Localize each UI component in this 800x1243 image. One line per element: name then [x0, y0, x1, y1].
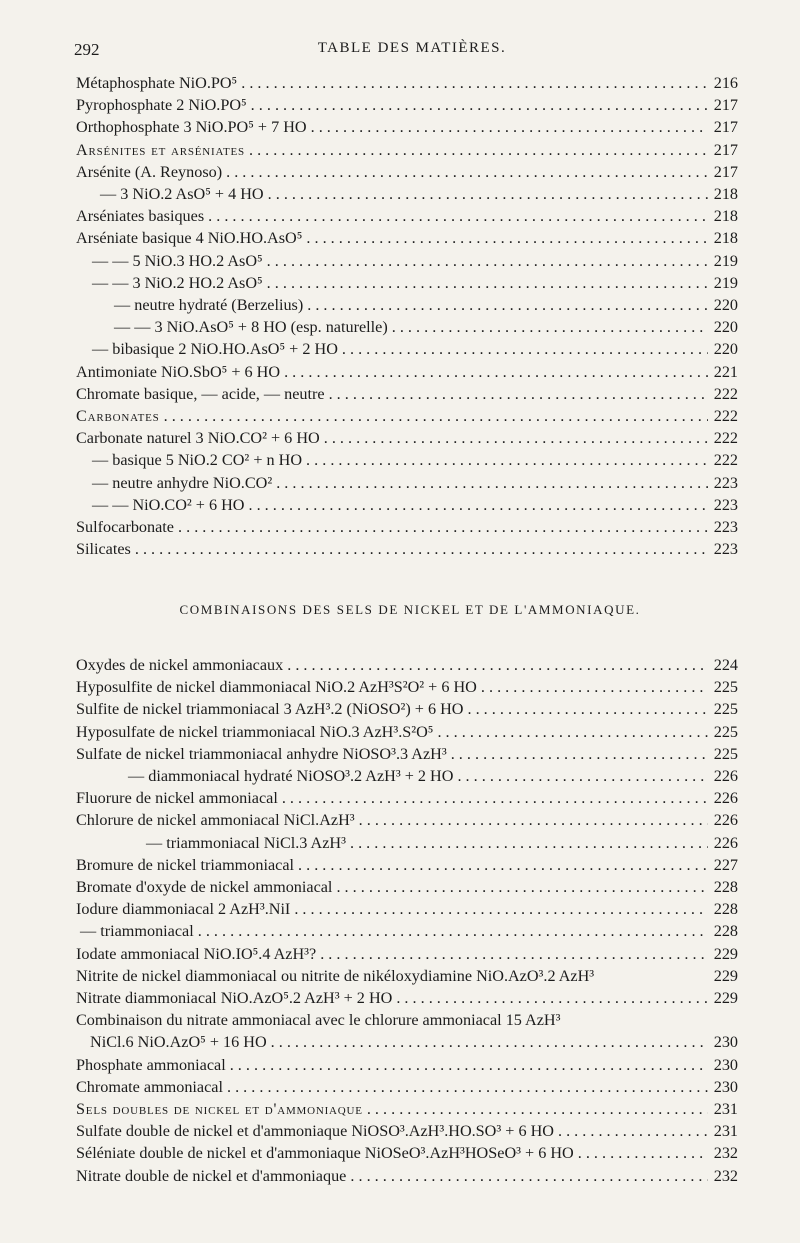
- toc-entry-page: 229: [713, 989, 738, 1008]
- dot-leader: [222, 161, 708, 183]
- toc-entry: [76, 943, 738, 965]
- toc-entry-page: 224: [713, 656, 738, 674]
- dot-leader: [194, 920, 708, 942]
- toc-entry: [76, 338, 738, 360]
- toc-entry: [76, 765, 738, 787]
- toc-entry: [76, 205, 738, 227]
- toc-entry: [76, 1165, 738, 1187]
- toc-entry-title: Oxydes de nickel ammoniacaux: [76, 656, 284, 674]
- toc-entry: [76, 72, 738, 94]
- toc-entry: [76, 316, 738, 338]
- toc-entry-title: Sels doubles de nickel et d'ammoniaque: [76, 1100, 363, 1119]
- toc-entry: [76, 898, 738, 920]
- toc-entry-title: Silicates: [76, 540, 131, 559]
- toc-entry-title: Arsénites et arséniates: [76, 140, 245, 159]
- toc-entry-title: Orthophosphate 3 NiO.PO⁵ + 7 HO: [76, 118, 307, 137]
- toc-entry-page: 225: [713, 722, 738, 741]
- dot-leader: [463, 698, 708, 720]
- dot-leader: [302, 449, 708, 471]
- toc-entry-page: 219: [713, 273, 738, 292]
- toc-entry-page: 219: [713, 251, 738, 270]
- toc-entry-title: Chromate ammoniacal: [76, 1077, 223, 1096]
- dot-leader: [363, 1098, 708, 1120]
- toc-entry: [76, 449, 738, 471]
- dot-leader: [316, 943, 708, 965]
- toc-entry-page: 220: [713, 318, 738, 337]
- dot-leader: [290, 898, 708, 920]
- toc-entry-title: Nitrate double de nickel et d'ammoniaque: [76, 1166, 347, 1185]
- toc-entry: [76, 383, 738, 405]
- toc-entry-title: Carbonate naturel 3 NiO.CO² + 6 HO: [76, 429, 320, 448]
- toc-entry: [76, 116, 738, 138]
- toc-entry-page: 217: [713, 140, 738, 159]
- toc-entry: [76, 1009, 738, 1031]
- toc-entry-page: 218: [713, 229, 738, 248]
- dot-leader: [245, 139, 708, 161]
- dot-leader: [392, 987, 708, 1009]
- page-number: 292: [74, 40, 100, 59]
- toc-entry: [76, 250, 738, 272]
- toc-entry-title: Iodate ammoniacal NiO.IO⁵.4 AzH³?: [76, 944, 317, 963]
- toc-entry-title: Antimoniate NiO.SbO⁵ + 6 HO: [76, 362, 281, 381]
- toc-entry-title: Carbonates: [76, 407, 160, 426]
- toc-entry: [76, 272, 738, 294]
- toc-entry-page: 226: [713, 833, 738, 852]
- toc-entry: [76, 427, 738, 449]
- toc-entry-title: Hyposulfite de nickel diammoniacal NiO.2 AzH³S²O² + 6 HO: [76, 678, 477, 697]
- toc-entry-title: Chromate basique, — acide, — neutre: [76, 384, 325, 403]
- toc-entry-page: 223: [713, 518, 738, 537]
- dot-leader: [355, 809, 708, 831]
- toc-entry: [76, 494, 738, 516]
- dot-leader: [263, 250, 708, 272]
- toc-entry-title: Hyposulfate de nickel triammoniacal NiO.3 AzH³.S²O⁵: [76, 722, 434, 741]
- toc-entry: [76, 227, 738, 249]
- dot-leader: [574, 1142, 708, 1164]
- dot-leader: [302, 227, 708, 249]
- dot-leader: [346, 1165, 708, 1187]
- toc-entry-title: Pyrophosphate 2 NiO.PO⁵: [76, 96, 247, 115]
- toc-entry-title: Sulfocarbonate: [76, 518, 174, 537]
- toc-entry-title: — 3 NiO.2 AsO⁵ + 4 HO: [100, 185, 264, 204]
- toc-entry-title: — neutre anhydre NiO.CO²: [92, 473, 273, 492]
- toc-entry-page: 229: [713, 966, 738, 985]
- toc-entry: [76, 161, 738, 183]
- toc-entry-page: 230: [713, 1077, 738, 1096]
- toc-entry-title: — neutre hydraté (Berzelius): [114, 296, 304, 315]
- toc-entry-title: Arsénite (A. Reynoso): [76, 162, 223, 181]
- toc-entry-page: 228: [713, 922, 738, 941]
- toc-entry-page: 222: [713, 451, 738, 470]
- dot-leader: [223, 1076, 708, 1098]
- toc-entry-page: 217: [713, 162, 738, 181]
- toc-entry-title: — triammoniacal NiCl.3 AzH³: [146, 833, 346, 852]
- dot-leader: [477, 676, 708, 698]
- toc-entry-page: 228: [713, 878, 738, 897]
- toc-entry: [76, 787, 738, 809]
- toc-entry-title: Bromate d'oxyde de nickel ammoniacal: [76, 878, 333, 897]
- running-title: TABLE DES MATIÈRES.: [317, 40, 507, 56]
- toc-entry-page: 230: [713, 1055, 738, 1074]
- toc-entry: [76, 809, 738, 831]
- toc-entry: [76, 965, 738, 987]
- toc-entry: [76, 987, 738, 1009]
- toc-entry: [76, 721, 738, 743]
- toc-entry: [76, 294, 738, 316]
- toc-entry-page: 217: [713, 96, 738, 115]
- toc-entry: [76, 1031, 738, 1053]
- toc-list-ammonia-compounds: [76, 654, 738, 1187]
- toc-entry: [76, 183, 738, 205]
- dot-leader: [554, 1120, 708, 1142]
- toc-entry-page: 230: [713, 1033, 738, 1052]
- toc-entry-page: 218: [713, 207, 738, 226]
- toc-entry-title: — diammoniacal hydraté NiOSO³.2 AzH³ + 2 HO: [128, 767, 454, 786]
- toc-entry-title: Iodure diammoniacal 2 AzH³.NiI: [76, 900, 291, 919]
- toc-entry-page: 227: [713, 855, 738, 874]
- toc-entry-page: 228: [713, 900, 738, 919]
- toc-entry-page: 232: [713, 1144, 738, 1163]
- toc-entry-title: Sulfate double de nickel et d'ammoniaque NiOSO³.AzH³.HO.SO³ + 6 HO: [76, 1122, 554, 1141]
- toc-entry-page: 222: [713, 429, 738, 448]
- dot-leader: [204, 205, 708, 227]
- toc-entry-title: — — 5 NiO.3 HO.2 AsO⁵: [92, 251, 263, 270]
- dot-leader: [332, 876, 708, 898]
- toc-entry-page: 232: [713, 1166, 738, 1185]
- dot-leader: [267, 1031, 708, 1053]
- dot-leader: [320, 427, 708, 449]
- toc-entry-page: 226: [713, 811, 738, 830]
- toc-entry-page: 222: [713, 384, 738, 403]
- dot-leader: [247, 94, 708, 116]
- toc-entry-title: — — NiO.CO² + 6 HO: [92, 495, 245, 514]
- toc-entry-title: Nitrate diammoniacal NiO.AzO⁵.2 AzH³ + 2 HO: [76, 989, 393, 1008]
- toc-entry-page: 231: [713, 1122, 738, 1141]
- toc-entry: [76, 1120, 738, 1142]
- toc-entry-title: Chlorure de nickel ammoniacal NiCl.AzH³: [76, 811, 355, 830]
- toc-entry-title: Bromure de nickel triammoniacal: [76, 855, 295, 874]
- toc-entry: [76, 654, 738, 676]
- toc-entry: [76, 876, 738, 898]
- toc-entry-page: 225: [713, 700, 738, 719]
- toc-entry: [76, 832, 738, 854]
- toc-entry-page: 229: [713, 944, 738, 963]
- toc-entry-title: Séléniate double de nickel et d'ammoniaque NiOSeO³.AzH³HOSeO³ + 6 HO: [76, 1144, 574, 1163]
- dot-leader: [160, 405, 708, 427]
- dot-leader: [174, 516, 708, 538]
- dot-leader: [272, 472, 708, 494]
- toc-entry: [76, 516, 738, 538]
- toc-entry-title: Sulfite de nickel triammoniacal 3 AzH³.2 (NiOSO²) + 6 HO: [76, 700, 464, 719]
- toc-entry: [76, 405, 738, 427]
- dot-leader: [338, 338, 708, 360]
- toc-entry-title: Phosphate ammoniacal: [76, 1055, 226, 1074]
- toc-entry-title: — — 3 NiO.AsO⁵ + 8 HO (esp. naturelle): [114, 318, 388, 337]
- toc-entry: [76, 1054, 738, 1076]
- toc-entry: [76, 139, 738, 161]
- toc-entry-title: Combinaison du nitrate ammoniacal avec le chlorure ammoniacal 15 AzH³: [76, 1011, 561, 1030]
- toc-entry-page: 223: [713, 495, 738, 514]
- toc-entry-title: NiCl.6 NiO.AzO⁵ + 16 HO: [90, 1033, 267, 1052]
- toc-entry-page: 222: [713, 407, 738, 426]
- dot-leader: [237, 72, 708, 94]
- toc-entry-title: — — 3 NiO.2 HO.2 AsO⁵: [92, 273, 263, 292]
- toc-entry-page: 231: [713, 1100, 738, 1119]
- dot-leader: [294, 854, 708, 876]
- toc-entry: [76, 361, 738, 383]
- dot-leader: [283, 654, 708, 676]
- toc-entry-page: 220: [713, 340, 738, 359]
- dot-leader: [280, 361, 708, 383]
- toc-entry-title: — triammoniacal: [80, 922, 194, 941]
- toc-entry: [76, 698, 738, 720]
- dot-leader: [264, 183, 708, 205]
- toc-entry: [76, 538, 738, 560]
- toc-entry-title: Nitrite de nickel diammoniacal ou nitrite de nikéloxydiamine NiO.AzO³.2 AzH³: [76, 966, 595, 985]
- dot-leader: [307, 116, 708, 138]
- dot-leader: [278, 787, 708, 809]
- dot-leader: [346, 832, 708, 854]
- toc-entry-title: — basique 5 NiO.2 CO² + n HO: [92, 451, 303, 470]
- toc-entry-title: Sulfate de nickel triammoniacal anhydre NiOSO³.3 AzH³: [76, 744, 447, 763]
- dot-leader: [447, 743, 708, 765]
- dot-leader: [131, 538, 708, 560]
- dot-leader: [453, 765, 708, 787]
- toc-entry-page: 223: [713, 540, 738, 559]
- toc-list-salts: [76, 72, 738, 560]
- toc-entry: [76, 1076, 738, 1098]
- toc-entry-title: Arséniate basique 4 NiO.HO.AsO⁵: [76, 229, 303, 248]
- dot-leader: [433, 721, 708, 743]
- toc-entry-title: Métaphosphate NiO.PO⁵: [76, 74, 238, 92]
- toc-entry-page: 225: [713, 744, 738, 763]
- toc-entry-page: 221: [713, 362, 738, 381]
- toc-entry-title: Arséniates basiques: [76, 207, 205, 226]
- toc-entry: [76, 920, 738, 942]
- toc-entry-page: 226: [713, 789, 738, 808]
- toc-entry: [76, 743, 738, 765]
- dot-leader: [303, 294, 708, 316]
- dot-leader: [226, 1054, 708, 1076]
- toc-entry-page: 220: [713, 296, 738, 315]
- toc-entry: [76, 854, 738, 876]
- toc-entry-page: 216: [713, 74, 738, 92]
- toc-entry: [76, 1142, 738, 1164]
- toc-entry-page: 226: [713, 767, 738, 786]
- toc-entry: [76, 472, 738, 494]
- dot-leader: [325, 383, 708, 405]
- toc-entry-title: Fluorure de nickel ammoniacal: [76, 789, 278, 808]
- dot-leader: [388, 316, 708, 338]
- toc-entry-title: — bibasique 2 NiO.HO.AsO⁵ + 2 HO: [92, 340, 338, 359]
- toc-entry-page: 223: [713, 473, 738, 492]
- toc-entry: [76, 94, 738, 116]
- toc-entry-page: 225: [713, 678, 738, 697]
- toc-entry: [76, 676, 738, 698]
- dot-leader: [244, 494, 708, 516]
- dot-leader: [263, 272, 708, 294]
- section-title: COMBINAISONS DES SELS DE NICKEL ET DE L'AMMONIAQUE.: [179, 602, 641, 617]
- toc-entry: [76, 1098, 738, 1120]
- toc-entry-page: 217: [713, 118, 738, 137]
- toc-entry-page: 218: [713, 185, 738, 204]
